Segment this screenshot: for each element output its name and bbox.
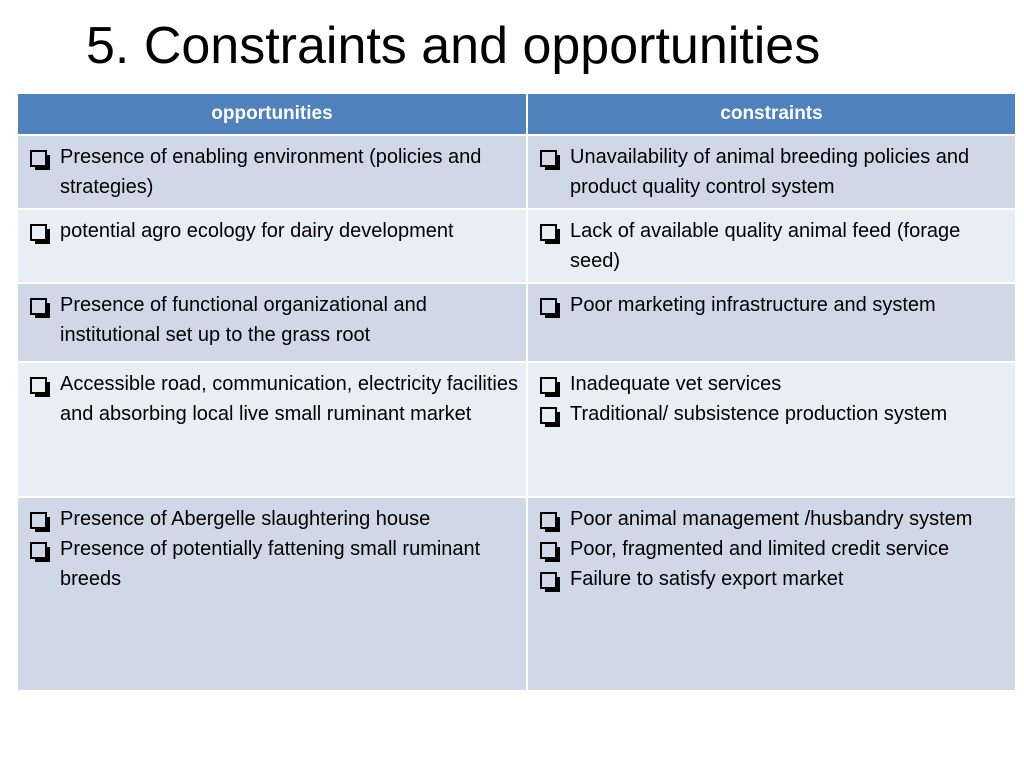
opportunities-cell [18,283,527,362]
opportunities-cell [18,497,527,691]
table-header-row [18,94,1015,135]
checkbox-bullet-icon [540,542,557,559]
list-item [536,564,1007,594]
checkbox-bullet-icon [540,377,557,394]
item-text: Presence of enabling environment (policies and strategies) [60,146,482,198]
checkbox-bullet-icon [540,512,557,529]
checkbox-bullet-icon [540,150,557,167]
item-text: Presence of Abergelle slaughtering house [60,508,431,530]
opportunities-cell [18,135,527,209]
header-constraints: constraints [527,94,1015,135]
constraints-cell [527,209,1015,283]
item-text: Poor animal management /husbandry system [570,508,973,530]
checkbox-bullet-icon [30,224,47,241]
list-item [536,534,1007,564]
list-item [26,216,518,246]
opportunities-cell [18,362,527,497]
checkbox-bullet-icon [30,150,47,167]
list-item [536,216,1007,276]
constraints-cell [527,497,1015,691]
checkbox-bullet-icon [540,572,557,589]
table-row [18,209,1015,283]
item-text: Lack of available quality animal feed (forage seed) [570,220,961,272]
constraints-cell [527,283,1015,362]
checkbox-bullet-icon [30,377,47,394]
table-row [18,283,1015,362]
list-item [26,369,518,429]
item-text: Presence of potentially fattening small ruminant breeds [60,538,481,590]
list-item [536,142,1007,202]
list-item [26,290,518,350]
checkbox-bullet-icon [540,407,557,424]
checkbox-bullet-icon [30,512,47,529]
table-row [18,497,1015,691]
item-text: Accessible road, communication, electricity facilities and absorbing local live small ruminant market [60,373,518,425]
opportunities-constraints-table [18,94,1015,692]
list-item [536,399,1007,429]
checkbox-bullet-icon [540,298,557,315]
checkbox-bullet-icon [30,542,47,559]
list-item [536,369,1007,399]
item-text: Presence of functional organizational and institutional set up to the grass root [60,294,427,346]
list-item [26,534,518,594]
slide-title: 5. Constraints and opportunities [86,17,821,75]
item-text: Unavailability of animal breeding policies and product quality control system [570,146,970,198]
header-opportunities: opportunities [18,94,527,135]
item-text: potential agro ecology for dairy development [60,220,454,242]
list-item [26,142,518,202]
opportunities-cell [18,209,527,283]
item-text: Inadequate vet services [570,373,782,395]
list-item [26,504,518,534]
item-text: Poor marketing infrastructure and system [570,294,936,316]
constraints-cell [527,135,1015,209]
table-row [18,362,1015,497]
item-text: Failure to satisfy export market [570,568,844,590]
list-item [536,504,1007,534]
item-text: Traditional/ subsistence production system [570,403,948,425]
list-item [536,290,1007,320]
checkbox-bullet-icon [540,224,557,241]
item-text: Poor, fragmented and limited credit service [570,538,950,560]
checkbox-bullet-icon [30,298,47,315]
table-row [18,135,1015,209]
constraints-cell [527,362,1015,497]
